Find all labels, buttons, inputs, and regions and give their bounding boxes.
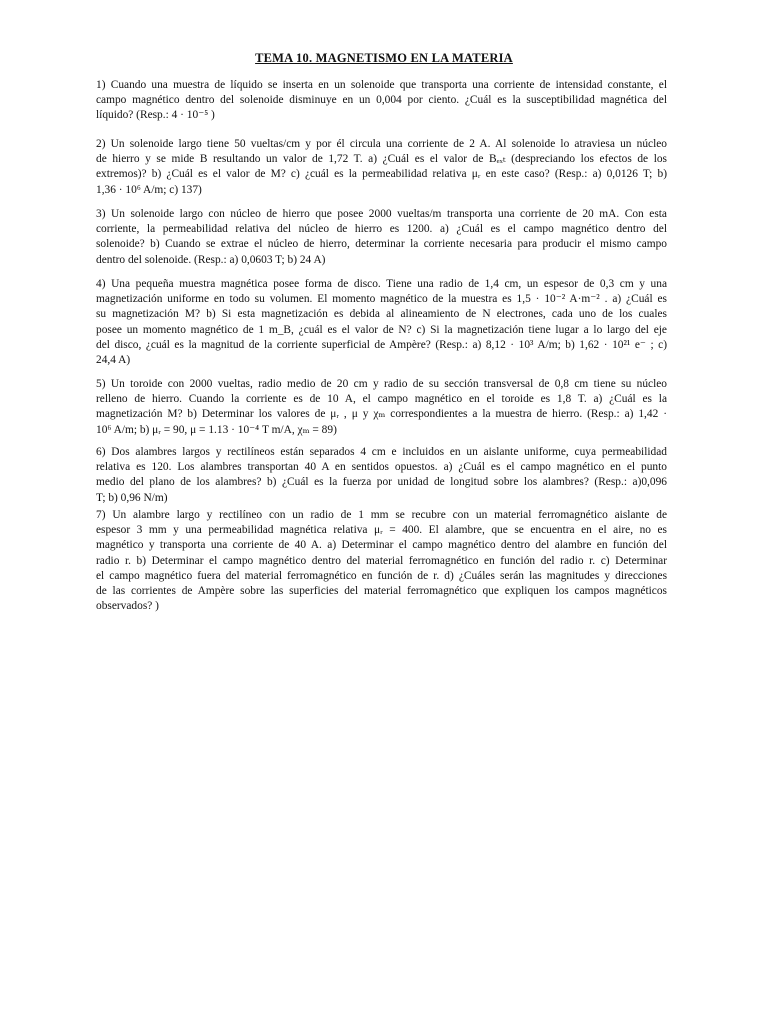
problem-6 bbox=[96, 445, 667, 506]
problem-7-line-2: espesor 3 mm y una permeabilidad magnética relativa μᵣ = 400. El alambre, que se encuentra en el aire, no es bbox=[96, 524, 667, 537]
problem-2-line-3: extremos)? b) ¿Cuál es el valor de M? c) ¿cuál es la permeabilidad relativa μᵣ en este caso? (Resp.: a) 0,0126 T; b) bbox=[96, 168, 667, 181]
problem-4-line-5: del disco, ¿cuál es la magnitud de la corriente superficial de Ampère? (Resp.: a) 8,12 · 10³ A/m; b) 1,62 · 10²¹ e⁻ ; c) bbox=[96, 338, 667, 351]
problem-5 bbox=[96, 377, 667, 438]
problem-7-line-4: radio r. b) Determinar el campo magnético dentro del material ferromagnético en función del radio r. c) Determinar bbox=[96, 554, 667, 567]
problem-3-line-1: 3) Un solenoide largo con núcleo de hierro que posee 2000 vueltas/m transporta una corriente de 20 mA. Con esta bbox=[96, 208, 667, 220]
problem-4-line-2: magnetización uniforme en todo su volumen. El momento magnético de la muestra es 1,5 · 10⁻² A·m⁻² . a) ¿Cuál es bbox=[96, 293, 667, 306]
problem-4-line-4: posee un momento magnético de 1 m_B, ¿cuál es el valor de N? c) Si la magnetización tiene lugar a lo largo del eje bbox=[96, 323, 667, 336]
problem-4-line-6: 24,4 A) bbox=[96, 354, 131, 367]
problem-7-line-6: de las corrientes de Ampère sobre las superficies del material ferromagnético que expliquen los campos magnéticos bbox=[96, 585, 667, 598]
problem-7-line-1: 7) Un alambre largo y rectilíneo con un radio de 1 mm se recubre con un material ferromagnético aislante de bbox=[96, 509, 667, 521]
problem-5-line-3: magnetización M? b) Determinar los valores de μᵣ , μ y χₘ correspondientes a la muestra de hierro. (Resp.: a) 1,42 · bbox=[96, 408, 667, 421]
problem-2-line-2: de hierro y se mide B resultando un valor de 1,72 T. a) ¿Cuál es el valor de Bₑₓₜ (despreciando los efectos de los bbox=[96, 153, 667, 166]
problem-7-line-3: magnético y transporta una corriente de 40 A. a) Determinar el campo magnético dentro del alambre en función del bbox=[96, 539, 667, 552]
page-title: TEMA 10. MAGNETISMO EN LA MATERIA bbox=[255, 51, 513, 65]
problem-6-line-3: medio del plano de los alambres? b) ¿Cuál es la fuerza por unidad de longitud sobre los alambres? (Resp.: a)0,096 bbox=[96, 476, 667, 489]
problem-6-line-1: 6) Dos alambres largos y rectilíneos están separados 4 cm e incluidos en un aislante uniforme, cuya permeabilidad bbox=[96, 446, 667, 458]
problem-4-line-3: su magnetización M? b) Si esta magnetización es debida al alineamiento de N electrones, cada uno de los cuales bbox=[96, 308, 667, 321]
problem-1-line-2: campo magnético dentro del solenoide disminuye en un 0,004 por ciento. ¿Cuál es la susceptibilidad magnética del bbox=[96, 94, 667, 107]
problem-2-line-4: 1,36 · 10⁶ A/m; c) 137) bbox=[96, 183, 202, 196]
problem-4 bbox=[96, 277, 667, 368]
problem-7 bbox=[96, 508, 667, 614]
problem-5-line-1: 5) Un toroide con 2000 vueltas, radio medio de 20 cm y radio de su sección transversal de 0,8 cm tiene su núcleo bbox=[96, 378, 667, 390]
problem-3-line-2: corriente, la permeabilidad relativa del núcleo de hierro es 1200. a) ¿Cuál es el campo magnético dentro del bbox=[96, 223, 667, 236]
problem-5-line-2: relleno de hierro. Cuando la corriente es de 10 A, el campo magnético en el toroide es 1,8 T. a) ¿Cuál es la bbox=[96, 393, 667, 406]
problem-1-line-1: 1) Cuando una muestra de líquido se inserta en un solenoide que transporta una corriente de intensidad constante, el bbox=[96, 79, 667, 91]
problem-2 bbox=[96, 137, 667, 198]
problem-7-line-7: observados? ) bbox=[96, 600, 159, 613]
problem-3-line-4: dentro del solenoide. (Resp.: a) 0,0603 T; b) 24 A) bbox=[96, 253, 326, 266]
problem-1-line-3: líquido? (Resp.: 4 · 10⁻⁵ ) bbox=[96, 109, 215, 122]
problem-6-line-4: T; b) 0,96 N/m) bbox=[96, 491, 168, 504]
problem-5-line-4: 10⁶ A/m; b) μᵣ = 90, μ = 1.13 · 10⁻⁴ T m/A, χₘ = 89) bbox=[96, 423, 337, 436]
problem-2-line-1: 2) Un solenoide largo tiene 50 vueltas/cm y por él circula una corriente de 2 A. Al solenoide lo atraviesa un núcleo bbox=[96, 138, 667, 150]
problem-3 bbox=[96, 207, 667, 268]
problem-3-line-3: solenoide? b) Cuando se extrae el núcleo de hierro, determinar la corriente necesaria para producir el mismo campo bbox=[96, 238, 667, 251]
problem-4-line-1: 4) Una pequeña muestra magnética posee forma de disco. Tiene una radio de 1,4 cm, un espesor de 0,3 cm y una bbox=[96, 278, 667, 290]
problem-1 bbox=[96, 78, 667, 124]
problem-7-line-5: el campo magnético fuera del material ferromagnético en función de r. d) ¿Cuáles serán las magnitudes y direcciones bbox=[96, 569, 667, 582]
problem-6-line-2: relativa es 120. Los alambres transportan 40 A en sentidos opuestos. a) ¿Cuál es el campo magnético en el punto bbox=[96, 461, 667, 474]
